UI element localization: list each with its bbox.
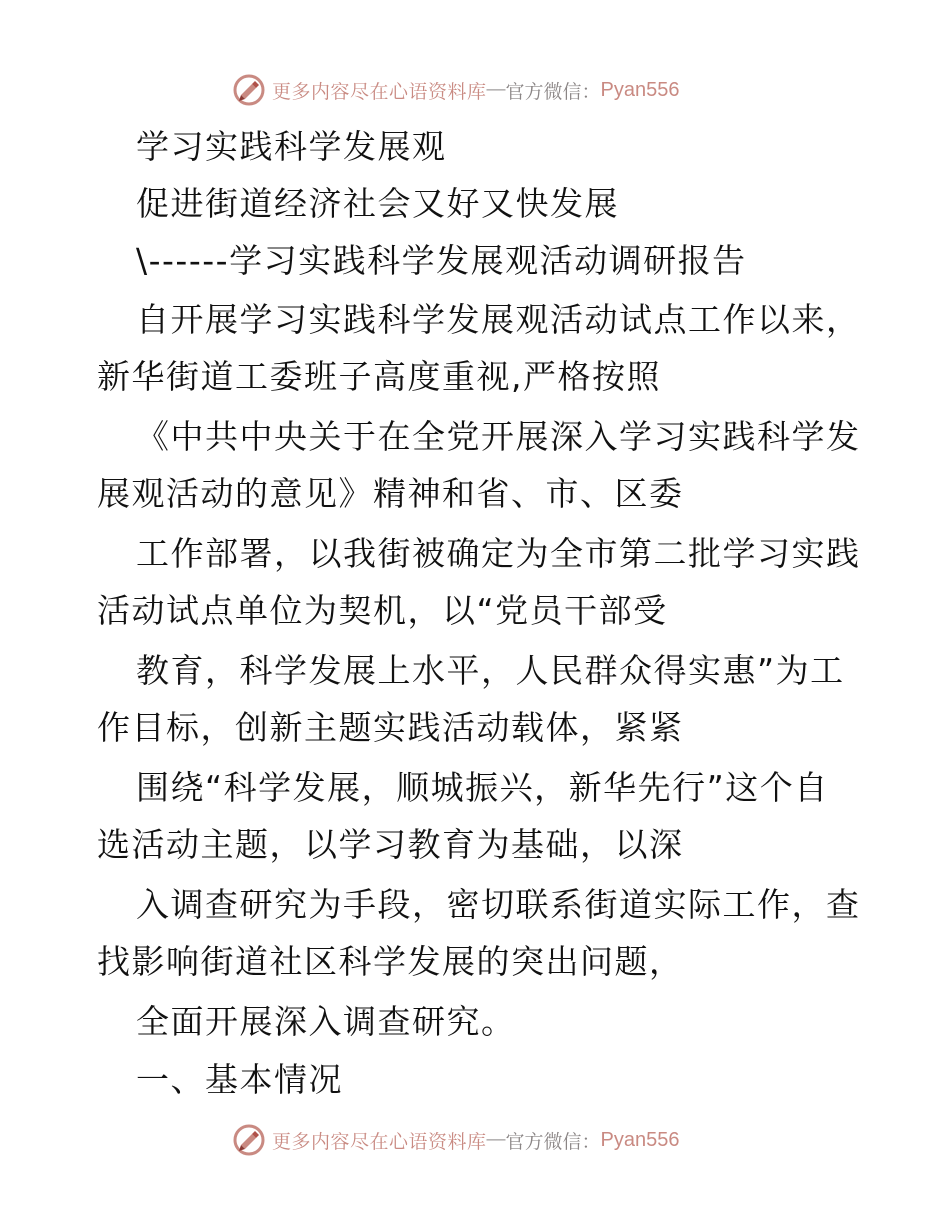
watermark-separator: — — [486, 79, 506, 100]
watermark-wechat-label: 官方微信： — [505, 80, 601, 103]
watermark-wechat-handle: Pyan556 — [600, 78, 680, 101]
paragraph-line: 全面开展深入调查研究。 — [136, 1002, 516, 1041]
paragraph-line: 《中共中央关于在全党开展深入学习实践科学发 — [136, 417, 861, 456]
writing-hand-logo-icon — [232, 1123, 266, 1157]
paragraph-line: 找影响街道社区科学发展的突出问题， — [97, 942, 684, 981]
document-subtitle: \------学习实践科学发展观活动调研报告 — [136, 241, 747, 280]
paragraph-line: 教育，科学发展上水平，人民群众得实惠”为工 — [136, 651, 845, 690]
paragraph-line: 工作部署，以我街被确定为全市第二批学习实践 — [136, 534, 861, 573]
paragraph-line: 展观活动的意见》精神和省、市、区委 — [97, 474, 684, 513]
footer-watermark — [232, 1120, 680, 1160]
header-watermark — [232, 70, 680, 110]
watermark-wechat-label: 官方微信： — [505, 1130, 601, 1153]
document-title-line-1: 学习实践科学发展观 — [136, 127, 447, 166]
section-heading: 一、基本情况 — [136, 1060, 343, 1099]
paragraph-line: 自开展学习实践科学发展观活动试点工作以来， — [136, 300, 861, 339]
paragraph-line: 入调查研究为手段，密切联系街道实际工作，查 — [136, 885, 861, 924]
writing-hand-logo-icon — [232, 73, 266, 107]
watermark-wechat-handle: Pyan556 — [600, 1128, 680, 1151]
paragraph-line: 新华街道工委班子高度重视,严格按照 — [97, 357, 661, 396]
watermark-site-text: 更多内容尽在心语资料库 — [272, 80, 487, 103]
watermark-separator: — — [486, 1129, 506, 1150]
watermark-site-text: 更多内容尽在心语资料库 — [272, 1130, 487, 1153]
paragraph-line: 选活动主题，以学习教育为基础，以深 — [97, 825, 684, 864]
paragraph-line: 作目标，创新主题实践活动载体，紧紧 — [97, 708, 684, 747]
document-title-line-2: 促进街道经济社会又好又快发展 — [136, 184, 619, 223]
paragraph-line: 活动试点单位为契机，以“党员干部受 — [97, 591, 668, 630]
paragraph-line: 围绕“科学发展，顺城振兴，新华先行”这个自 — [136, 768, 829, 807]
